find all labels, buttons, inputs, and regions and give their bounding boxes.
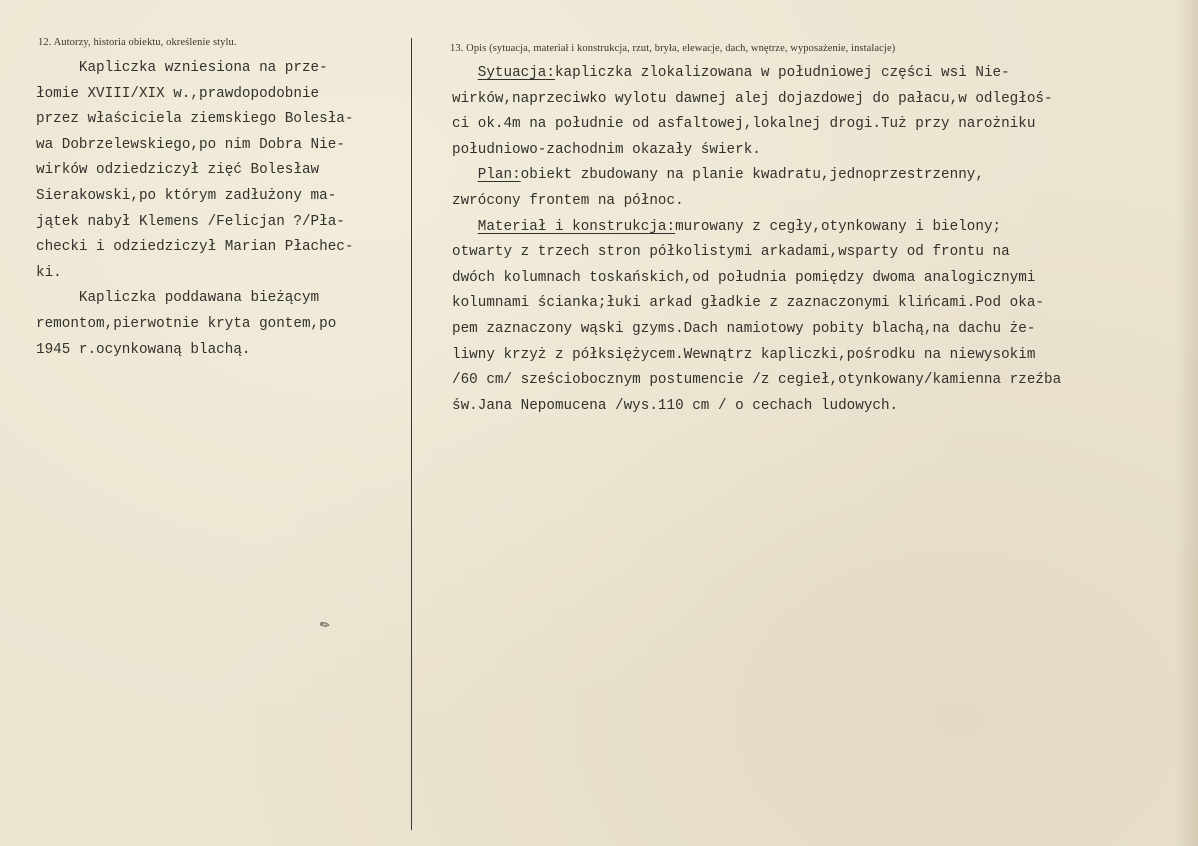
text-line: wirków odziedziczył zięć Bolesław bbox=[36, 162, 320, 179]
section-13-header: 13. Opis (sytuacja, materiał i konstrukcja, rzut, bryła, elewacje, dach, wnętrze, wyposażenie, instalacje) bbox=[450, 43, 896, 54]
text-line: ki. bbox=[36, 264, 62, 281]
text-line: jątek nabył Klemens /Felicjan ?/Pła- bbox=[36, 213, 345, 230]
text-line: łomie XVIII/XIX w.,prawdopodobnie bbox=[36, 85, 320, 102]
text-line: Kapliczka wzniesiona na prze- bbox=[36, 60, 328, 76]
text-line: dwóch kolumnach toskańskich,od południa pomiędzy dwoma analogicznymi bbox=[452, 269, 1036, 286]
section-12-header: 12. Autorzy, historia obiektu, określenie stylu. bbox=[38, 37, 237, 48]
text-line: obiekt zbudowany na planie kwadratu,jednoprzestrzenny, bbox=[520, 167, 984, 184]
text-line: św.Jana Nepomucena /wys.110 cm / o cechach ludowych. bbox=[452, 397, 899, 414]
page-edge-shadow bbox=[1176, 0, 1198, 846]
label-plan: Plan: bbox=[477, 167, 521, 184]
text-line: ci ok.4m na południe od asfaltowej,lokalnej drogi.Tuż przy narożniku bbox=[452, 116, 1036, 133]
text-line: pem zaznaczony wąski gzyms.Dach namiotowy pobity blachą,na dachu że- bbox=[452, 320, 1036, 337]
label-material: Materiał i konstrukcja: bbox=[477, 218, 676, 235]
section-12-text bbox=[36, 56, 353, 363]
text-line: wa Dobrzelewskiego,po nim Dobra Nie- bbox=[36, 136, 345, 153]
text-line: otwarty z trzech stron półkolistymi arkadami,wsparty od frontu na bbox=[452, 244, 1010, 261]
label-situation: Sytuacja: bbox=[477, 65, 555, 81]
text-line: kolumnami ścianka;łuki arkad gładkie z zaznaczonymi klińcami.Pod oka- bbox=[452, 295, 1044, 312]
text-line: Kapliczka poddawana bieżącym bbox=[36, 290, 320, 307]
text-line: kapliczka zlokalizowana w południowej części wsi Nie- bbox=[554, 65, 1010, 81]
text-line: Sierakowski,po którym zadłużony ma- bbox=[36, 187, 337, 204]
text-line: remontom,pierwotnie kryta gontem,po bbox=[36, 315, 337, 332]
text-line: południowo-zachodnim okazały świerk. bbox=[452, 141, 761, 158]
text-line: murowany z cegły,otynkowany i bielony; bbox=[675, 218, 1002, 235]
text-line: 1945 r.ocynkowaną blachą. bbox=[36, 341, 251, 358]
text-line: przez właściciela ziemskiego Bolesła- bbox=[36, 111, 354, 128]
paragraph-material-first-line bbox=[452, 215, 1061, 241]
text-line: /60 cm/ sześciobocznym postumencie /z cegieł,otynkowany/kamienna rzeźba bbox=[452, 372, 1062, 389]
text-line: zwrócony frontem na północ. bbox=[452, 192, 684, 209]
pen-mark-icon: ✎ bbox=[316, 616, 334, 634]
text-line: checki i odziedziczył Marian Płachec- bbox=[36, 239, 354, 256]
text-line: wirków,naprzeciwko wylotu dawnej alej dojazdowej do pałacu,w odległoś- bbox=[452, 90, 1053, 107]
text-line: liwny krzyż z półksiężycem.Wewnątrz kapliczki,pośrodku na niewysokim bbox=[452, 346, 1036, 363]
column-divider bbox=[411, 38, 412, 830]
paragraph-plan-first-line bbox=[452, 163, 1061, 189]
paragraph-situation-first-line bbox=[452, 61, 1061, 87]
section-13-text bbox=[452, 61, 1061, 419]
